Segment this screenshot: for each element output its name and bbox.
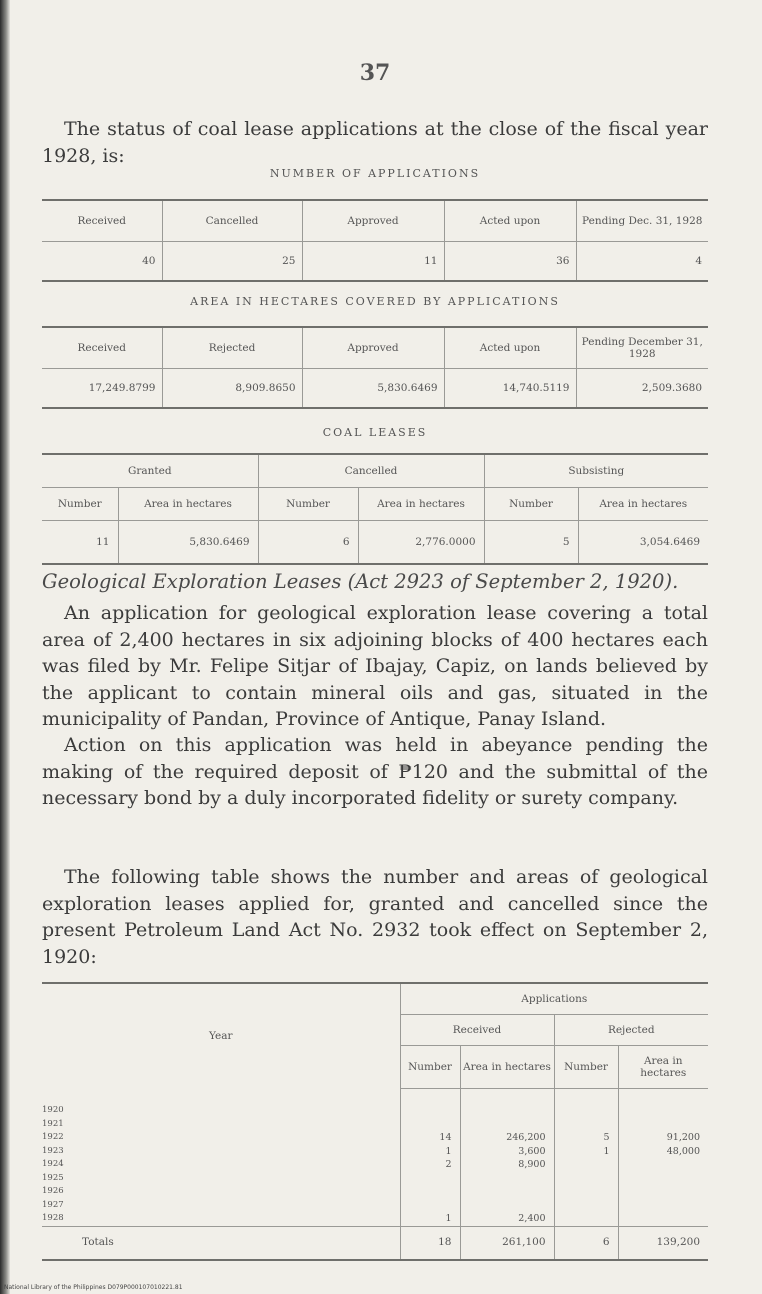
intro-paragraph: The status of coal lease applications at the close of the fiscal year 1928, is: <box>42 118 708 167</box>
table-header-cell: Pending December 31, 1928 <box>576 327 708 369</box>
table-cell: 36 <box>444 242 576 282</box>
table-header-cell: Rejected <box>162 327 302 369</box>
table-cell: 14,740.5119 <box>444 369 576 409</box>
table-cell: 5 <box>484 521 578 565</box>
table-header-cell: Area in hectares <box>118 488 258 521</box>
table-header-cell: Approved <box>302 327 444 369</box>
totals-label: Totals <box>42 1226 400 1260</box>
table2-caption: AREA IN HECTARES COVERED BY APPLICATIONS <box>190 295 560 308</box>
table-cell <box>460 1089 554 1118</box>
table-cell: 3,600 <box>460 1145 554 1159</box>
table-cell: 4 <box>695 255 702 267</box>
table-cell: 2 <box>400 1158 460 1172</box>
table-header-cell: Number <box>258 488 358 521</box>
table-row <box>42 1212 708 1226</box>
table-group-header: Cancelled <box>258 454 484 488</box>
rejected-header: Rejected <box>554 1015 708 1046</box>
table-header-row <box>42 488 708 521</box>
table-row <box>42 521 708 565</box>
table-header-row <box>42 327 708 369</box>
table-header-cell: Received <box>42 327 162 369</box>
table-row <box>42 1089 708 1118</box>
table-header-cell: Received <box>42 200 162 242</box>
table-header-cell: Acted upon <box>444 200 576 242</box>
table-cell: 246,200 <box>460 1131 554 1145</box>
table-cell: 2,509.3680 <box>641 382 702 394</box>
table-cell: 91,200 <box>618 1131 708 1145</box>
table-cell <box>554 1199 618 1213</box>
table-cell: 40 <box>42 242 162 282</box>
applications-header: Applications <box>400 983 708 1015</box>
year-cell: 1926 <box>42 1186 64 1196</box>
table-cell: 6 <box>554 1226 618 1260</box>
table-row <box>42 1199 708 1213</box>
table-cell <box>618 1185 708 1199</box>
table-cell: 139,200 <box>618 1226 708 1260</box>
table-cell: 14 <box>400 1131 460 1145</box>
table-row <box>42 1118 708 1132</box>
table-cell <box>400 1118 460 1132</box>
table-cell <box>400 1089 460 1118</box>
table-row <box>42 1185 708 1199</box>
table-cell <box>554 1158 618 1172</box>
table-cell: 5,830.6469 <box>118 521 258 565</box>
scan-footer: National Library of the Philippines D079P000107010221.81 <box>4 1284 183 1291</box>
table-header-cell: Cancelled <box>162 200 302 242</box>
table-cell: 8,900 <box>460 1158 554 1172</box>
table-header-cell: Number <box>484 488 578 521</box>
year-cell: 1921 <box>42 1118 64 1129</box>
table-cell <box>400 1199 460 1213</box>
table-cell <box>618 1158 708 1172</box>
table-header-cell: Approved <box>302 200 444 242</box>
area-header: Area in hectares <box>460 1046 554 1089</box>
body-paragraph: Action on this application was held in abeyance pending the making of the required deposit of ₱120 and the submittal of the necessary bond by a duly incorporated fidelity or surety company. <box>42 734 708 809</box>
table-group-header: Granted <box>42 454 258 488</box>
year-cell: 1924 <box>42 1159 64 1169</box>
area-header: Area in hectares <box>618 1046 708 1089</box>
table-row <box>42 1172 708 1186</box>
body-paragraph: The following table shows the number and areas of geological exploration leases applied for, granted and cancelled since the present Petroleum Land Act No. 2932 took effect on September 2, 1920: <box>42 866 708 968</box>
table-row <box>42 242 708 282</box>
table-header-cell: Number <box>42 488 118 521</box>
year-cell: 1923 <box>42 1145 64 1156</box>
table-header-cell: Area in hectares <box>358 488 484 521</box>
table-cell <box>400 1172 460 1186</box>
year-cell: 1922 <box>42 1132 64 1142</box>
table-header-row <box>42 983 708 1015</box>
table-cell: 25 <box>162 242 302 282</box>
table-header-cell: Area in hectares <box>578 488 708 521</box>
table-group-header: Subsisting <box>484 454 708 488</box>
table-cell: 48,000 <box>618 1145 708 1159</box>
table-row <box>42 1131 708 1145</box>
number-header: Number <box>554 1046 618 1089</box>
table-cell <box>400 1185 460 1199</box>
table-group-header-row <box>42 454 708 488</box>
table-cell <box>460 1199 554 1213</box>
book-spine-shadow <box>0 0 10 1294</box>
table-row <box>42 1158 708 1172</box>
table-cell: 17,249.8799 <box>42 369 162 409</box>
table-cell: 261,100 <box>460 1226 554 1260</box>
table-header-cell: Acted upon <box>444 327 576 369</box>
table-header-cell: Pending Dec. 31, 1928 <box>576 200 708 242</box>
table-cell <box>618 1172 708 1186</box>
table-cell <box>554 1172 618 1186</box>
table-cell: 1 <box>554 1145 618 1159</box>
table-cell: 8,909.8650 <box>162 369 302 409</box>
table-cell <box>618 1199 708 1213</box>
table-cell: 5 <box>554 1131 618 1145</box>
table-cell <box>618 1118 708 1132</box>
table-cell: 2,400 <box>460 1212 554 1226</box>
table-cell <box>618 1089 708 1118</box>
coal-leases-table <box>42 453 708 565</box>
table-cell: 3,054.6469 <box>639 536 700 548</box>
table-cell: 5,830.6469 <box>302 369 444 409</box>
table-cell: 11 <box>302 242 444 282</box>
year-cell: 1925 <box>42 1172 64 1183</box>
table-cell <box>618 1212 708 1226</box>
table-row <box>42 1145 708 1159</box>
year-header: Year <box>208 1030 233 1043</box>
table-cell: 11 <box>42 521 118 565</box>
table-cell <box>460 1172 554 1186</box>
section-heading: Geological Exploration Leases (Act 2923 of September 2, 1920). <box>42 570 679 593</box>
table-cell: 2,776.0000 <box>358 521 484 565</box>
applications-count-table <box>42 199 708 282</box>
received-header: Received <box>400 1015 554 1046</box>
table-cell <box>460 1118 554 1132</box>
table3-caption: COAL LEASES <box>322 426 428 439</box>
number-header: Number <box>400 1046 460 1089</box>
page-number: 37 <box>359 60 391 86</box>
table-cell <box>460 1185 554 1199</box>
geological-leases-table <box>42 982 708 1261</box>
table-cell <box>554 1118 618 1132</box>
table-cell: 1 <box>400 1145 460 1159</box>
table-cell: 18 <box>400 1226 460 1260</box>
table-row <box>42 369 708 409</box>
table-header-row <box>42 200 708 242</box>
year-cell: 1927 <box>42 1199 64 1210</box>
body-paragraph: An application for geological exploration lease covering a total area of 2,400 hectares in six adjoining blocks of 400 hectares each was filed by Mr. Felipe Sitjar of Ibajay, Capiz, on lands believed by the applicant to contain mineral oils and gas, situated in the municipality of Pandan, Province of Antique, Panay Island. <box>42 602 708 730</box>
table1-caption: NUMBER OF APPLICATIONS <box>269 167 481 180</box>
applications-area-table <box>42 326 708 409</box>
table-cell: 1 <box>400 1212 460 1226</box>
table-cell <box>554 1089 618 1118</box>
table-cell: 6 <box>258 521 358 565</box>
totals-row <box>42 1226 708 1260</box>
year-cell: 1920 <box>42 1104 64 1115</box>
year-cell: 1928 <box>42 1213 64 1223</box>
table-cell <box>554 1185 618 1199</box>
table-cell <box>554 1212 618 1226</box>
